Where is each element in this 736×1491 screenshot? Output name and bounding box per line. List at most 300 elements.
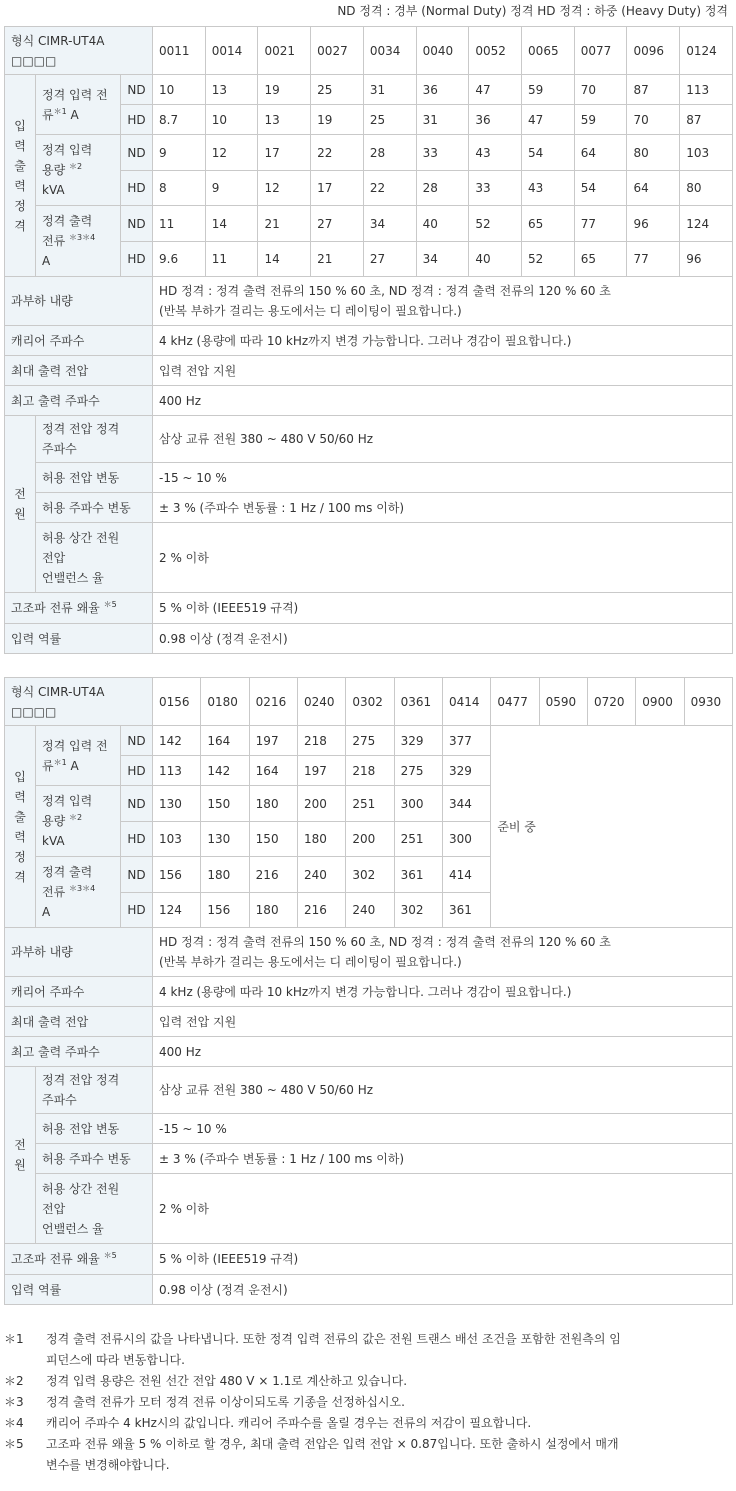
voltage-variation-label [36, 1114, 153, 1144]
text: kVA [42, 834, 65, 848]
text: 언밸런스 율 [42, 1221, 104, 1236]
text: 329 [400, 733, 424, 748]
rating-value [298, 726, 346, 756]
text: 96 [633, 216, 649, 231]
text: 언밸런스 율 [42, 570, 104, 585]
rating-value [311, 242, 364, 277]
footnote-text [46, 1434, 730, 1476]
text: 정격 전압 정격 [42, 422, 120, 436]
rated-voltage-frequency-label [36, 1067, 153, 1114]
text: 0156 [159, 694, 190, 709]
rating-value [442, 893, 490, 928]
rating-value [311, 135, 364, 171]
text: 캐리어 주파수 4 kHz시의 값입니다. 캐리어 주파수를 올릴 경우는 전류의 저감이 필요합니다. [46, 1416, 532, 1430]
max-output-frequency-label [5, 1037, 153, 1067]
footnotes [4, 1329, 730, 1476]
text: 최대 출력 전압 [11, 363, 89, 378]
text: 력 [14, 829, 26, 844]
text: 0180 [207, 694, 238, 709]
rating-value [205, 135, 258, 171]
footnote-mark: ＊1 [4, 1332, 24, 1346]
text: 43 [528, 181, 544, 195]
rating-value [153, 726, 201, 756]
text: 103 [686, 145, 710, 160]
text: 21 [317, 252, 333, 266]
text: 197 [255, 733, 279, 748]
rating-value [258, 135, 311, 171]
rating-value [680, 206, 733, 242]
text: 414 [448, 867, 472, 882]
text: 9 [159, 145, 167, 160]
rating-value [416, 242, 469, 277]
text: ± 3 % (주파수 변동률 : 1 Hz / 100 ms 이하) [159, 500, 405, 515]
text: 8 [159, 181, 167, 195]
io-rating-group-label [5, 726, 36, 928]
text: 164 [207, 733, 231, 748]
duty-label-nd [121, 135, 153, 171]
text: 70 [580, 82, 597, 97]
text: 0021 [264, 43, 295, 58]
max-output-frequency-value [153, 386, 733, 416]
model-code [587, 678, 635, 726]
text: -15 ~ 10 % [159, 470, 227, 485]
max-output-voltage-value [153, 1007, 733, 1037]
rating-value [153, 242, 206, 277]
text: 0065 [528, 43, 559, 58]
text: 302 [400, 903, 424, 917]
text: 허용 상간 전원 [42, 1181, 120, 1196]
rating-value [311, 171, 364, 206]
rating-value [627, 206, 680, 242]
text: 5 % 이하 (IEEE519 규격) [159, 1252, 299, 1266]
harmonic-distortion-value [153, 593, 733, 624]
text: 54 [580, 181, 597, 195]
duty-label-hd [121, 756, 153, 786]
rating-value [680, 171, 733, 206]
rating-value [363, 75, 416, 105]
text: 격 [14, 869, 26, 884]
text: 329 [448, 763, 472, 778]
text: 377 [448, 733, 472, 748]
frequency-variation-label [36, 1144, 153, 1174]
rating-value [258, 75, 311, 105]
footnote-text [46, 1413, 730, 1434]
rating-value [311, 75, 364, 105]
power-group-label [5, 1067, 36, 1244]
duty-label-nd [121, 857, 153, 893]
model-code [469, 27, 522, 75]
model-code [346, 678, 394, 726]
rating-value [153, 756, 201, 786]
rating-value [201, 756, 249, 786]
text: 156 [159, 867, 182, 882]
overload-value [153, 277, 733, 326]
text: 240 [352, 903, 376, 917]
text: 22 [369, 181, 386, 195]
text: 0930 [690, 694, 722, 709]
text: 9.6 [159, 252, 179, 266]
rating-value [469, 75, 522, 105]
rating-value [258, 242, 311, 277]
text: -15 ~ 10 % [159, 1121, 227, 1136]
model-code [442, 678, 490, 726]
text: 54 [528, 145, 544, 160]
rating-value [311, 105, 364, 135]
overload-label [5, 928, 153, 977]
rating-value [680, 75, 733, 105]
power-group-label [5, 416, 36, 593]
row-label-in_current [36, 75, 121, 135]
text: 22 [317, 145, 333, 160]
text: 격 [14, 218, 26, 233]
text: 2 % 이하 [159, 550, 209, 565]
rating-value [346, 786, 394, 822]
rating-value [153, 75, 206, 105]
text: 0414 [448, 694, 480, 709]
rating-value [574, 75, 627, 105]
text: 12 [211, 145, 228, 160]
rating-value [522, 206, 575, 242]
rating-value [258, 105, 311, 135]
rating-value [522, 135, 575, 171]
rating-value [249, 726, 297, 756]
text: 입력 전압 지원 [159, 363, 237, 378]
text: 124 [159, 903, 182, 917]
text: 150 [207, 796, 231, 811]
text: 주파수 [42, 442, 77, 456]
text: 용량 [42, 814, 66, 828]
text: 정격 입력 [42, 143, 93, 157]
model-code [153, 678, 201, 726]
rating-value [205, 105, 258, 135]
text: 59 [580, 112, 597, 127]
rating-value [249, 756, 297, 786]
text: 입 [14, 769, 26, 784]
text: ND [127, 216, 146, 231]
text: 정격 입력 용량은 전원 선간 전압 480 V × 1.1로 계산하고 있습니다. [46, 1374, 408, 1388]
text: 275 [400, 763, 424, 778]
footnote-ref: ＊3＊4 [69, 884, 96, 893]
text: HD [127, 763, 146, 778]
harmonic-distortion-label [5, 593, 153, 624]
text: 전압 [42, 550, 66, 565]
text: 정격 출력 [42, 214, 93, 228]
rating-value [346, 822, 394, 857]
text: 0096 [633, 43, 665, 58]
text: 입력 역률 [11, 631, 62, 646]
footnote-text [46, 1392, 730, 1413]
text: 28 [422, 181, 438, 195]
rating-value [469, 135, 522, 171]
text: 0124 [686, 43, 717, 58]
rating-value [574, 242, 627, 277]
text: 입 [14, 118, 26, 133]
input-power-factor-value [153, 1275, 733, 1305]
footnote-ref: ＊5 [103, 1251, 117, 1260]
voltage-variation-label [36, 463, 153, 493]
row-label-in_capacity [36, 786, 121, 857]
text: 최대 출력 전압 [11, 1014, 89, 1029]
text: 80 [633, 145, 649, 160]
text: ND [127, 867, 146, 882]
model-code [311, 27, 364, 75]
rating-value [153, 135, 206, 171]
rating-value [522, 105, 575, 135]
text: 218 [352, 763, 376, 778]
footnote-item [4, 1329, 730, 1371]
rating-value [522, 242, 575, 277]
model-code [574, 27, 627, 75]
model-code [363, 27, 416, 75]
text: 36 [475, 112, 491, 127]
duty-label-hd [121, 822, 153, 857]
text: 13 [211, 82, 228, 97]
text: 고조파 전류 왜율 [11, 1252, 100, 1266]
overload-label [5, 277, 153, 326]
text: 103 [159, 832, 182, 846]
model-code [249, 678, 297, 726]
text: 14 [264, 252, 280, 266]
text: 0900 [642, 694, 673, 709]
voltage-variation-value [153, 1114, 733, 1144]
rating-value [469, 242, 522, 277]
footnote-mark: ＊3 [4, 1395, 24, 1409]
text: 87 [633, 82, 649, 97]
rating-value [346, 756, 394, 786]
text: HD [127, 181, 146, 195]
text: 0.98 이상 (정격 운전시) [159, 631, 288, 646]
text: 고조파 전류 왜율 5 % 이하로 할 경우, 최대 출력 전압은 입력 전압 × 0.87입니다. 또한 출하시 설정에서 매개 [46, 1437, 619, 1451]
text: 0014 [211, 43, 243, 58]
rating-value [394, 822, 442, 857]
text: ND [127, 733, 146, 748]
footnote-item [4, 1434, 730, 1476]
text: 정 [14, 198, 26, 213]
rating-value [249, 786, 297, 822]
rating-value [153, 171, 206, 206]
text: 64 [580, 145, 597, 160]
text: 64 [633, 181, 649, 195]
text: 용량 [42, 163, 66, 177]
text: 캐리어 주파수 [11, 984, 85, 999]
text: 10 [211, 112, 228, 127]
text: HD [127, 112, 146, 127]
text: 31 [422, 112, 438, 127]
text: 70 [633, 112, 649, 127]
rating-value [627, 242, 680, 277]
model-code [680, 27, 733, 75]
model-code [684, 678, 732, 726]
text: 251 [352, 796, 376, 811]
text: 113 [686, 82, 710, 97]
rating-value [680, 135, 733, 171]
duty-label-nd [121, 206, 153, 242]
rating-value [627, 135, 680, 171]
text: 142 [207, 763, 231, 778]
footnote-ref: ＊2 [69, 162, 83, 171]
text: 197 [304, 763, 327, 778]
text: 344 [448, 796, 472, 811]
max-output-voltage-value [153, 356, 733, 386]
text: 력 [14, 138, 26, 153]
duty-label-hd [121, 171, 153, 206]
text: 원 [14, 507, 26, 521]
rating-value [298, 893, 346, 928]
text: 302 [352, 867, 376, 882]
rating-value [442, 822, 490, 857]
rating-value [522, 171, 575, 206]
text: 정격 입력 전류 [42, 87, 108, 122]
rating-value [201, 786, 249, 822]
text: 출 [14, 809, 26, 824]
model-code [298, 678, 346, 726]
text: 65 [528, 216, 544, 231]
duty-label-nd [121, 786, 153, 822]
text: 130 [159, 796, 182, 811]
duty-legend-note: ND 정격 : 경부 (Normal Duty) 정격 HD 정격 : 하중 (Heavy Duty) 정격 [337, 4, 728, 18]
text: 10 [159, 82, 175, 97]
text: 삼상 교류 전원 380 ~ 480 V 50/60 Hz [159, 432, 374, 446]
rating-value [627, 75, 680, 105]
carrier-frequency-label [5, 977, 153, 1007]
text: 65 [580, 252, 597, 266]
rating-value [416, 135, 469, 171]
rating-value [442, 756, 490, 786]
text: 전 [14, 1138, 26, 1152]
text: 허용 주파수 변동 [42, 500, 131, 515]
text: 180 [255, 796, 279, 811]
footnote-item [4, 1392, 730, 1413]
text: 형식 CIMR-UT4A [11, 33, 105, 48]
text: 4 kHz (용량에 따라 10 kHz까지 변경 가능합니다. 그러나 경감이 필요합니다.) [159, 333, 572, 348]
rating-value [394, 756, 442, 786]
text: 0027 [317, 43, 348, 58]
spec-table-1 [4, 677, 733, 1305]
rating-value [258, 206, 311, 242]
text: 33 [475, 181, 491, 195]
text: kVA [42, 183, 65, 197]
rating-value [205, 171, 258, 206]
text: 정격 출력 [42, 865, 93, 879]
text: 164 [255, 763, 279, 778]
text: 전류 [42, 885, 66, 899]
text: 33 [422, 145, 438, 160]
text: 34 [422, 252, 438, 266]
rated-voltage-frequency-value [153, 416, 733, 463]
rated-voltage-frequency-label [36, 416, 153, 463]
text: HD [127, 832, 146, 846]
text: HD 정격 : 정격 출력 전류의 150 % 60 초, ND 정격 : 정격 출력 전류의 120 % 60 초 [159, 284, 611, 298]
text: 52 [475, 216, 491, 231]
rating-value [469, 206, 522, 242]
rating-value [153, 857, 201, 893]
text: 400 Hz [159, 393, 202, 408]
rating-value [201, 893, 249, 928]
model-code [416, 27, 469, 75]
input-power-factor-label [5, 1275, 153, 1305]
text: 11 [159, 216, 175, 231]
frequency-variation-value [153, 1144, 733, 1174]
rating-value [574, 135, 627, 171]
rating-value [416, 105, 469, 135]
model-code [258, 27, 311, 75]
text: 156 [207, 903, 231, 917]
duty-label-hd [121, 105, 153, 135]
rating-value [153, 786, 201, 822]
rating-value [153, 206, 206, 242]
rating-value [249, 822, 297, 857]
footnote-mark: ＊5 [4, 1437, 24, 1451]
text: 0052 [475, 43, 506, 58]
text: 과부하 내량 [11, 945, 73, 959]
text: 142 [159, 733, 182, 748]
rating-value [205, 75, 258, 105]
model-code [636, 678, 684, 726]
text: 전류 [42, 234, 66, 248]
text: □□□□ [11, 704, 57, 719]
rating-value [298, 822, 346, 857]
input-power-factor-label [5, 624, 153, 654]
text: 14 [211, 216, 228, 231]
text: 전 [14, 487, 26, 501]
rating-value [201, 857, 249, 893]
max-output-frequency-label [5, 386, 153, 416]
rating-value [627, 171, 680, 206]
text: 40 [422, 216, 438, 231]
text: 전압 [42, 1201, 66, 1216]
rating-value [469, 171, 522, 206]
text: 0477 [497, 694, 528, 709]
text: 361 [448, 903, 472, 917]
text: HD [127, 903, 146, 917]
carrier-frequency-label [5, 326, 153, 356]
text: 12 [264, 181, 280, 195]
text: 27 [369, 252, 386, 266]
text: 361 [400, 867, 424, 882]
input-power-factor-value [153, 624, 733, 654]
voltage-imbalance-value [153, 523, 733, 593]
text: 11 [211, 252, 228, 266]
rating-value [574, 206, 627, 242]
text: ND [127, 796, 146, 811]
text: 34 [369, 216, 386, 231]
text: 47 [528, 112, 544, 127]
text: 216 [304, 903, 327, 917]
rating-value [680, 242, 733, 277]
text: 입력 역률 [11, 1282, 62, 1297]
carrier-frequency-value [153, 326, 733, 356]
footnote-ref: ＊5 [103, 600, 117, 609]
text: 허용 주파수 변동 [42, 1151, 131, 1166]
rating-value [442, 857, 490, 893]
text: 240 [304, 867, 327, 882]
overload-value [153, 928, 733, 977]
text: 고조파 전류 왜율 [11, 601, 100, 615]
text: 40 [475, 252, 491, 266]
rating-value [258, 171, 311, 206]
text: 정격 입력 전류 [42, 738, 108, 773]
text: ND [127, 145, 146, 160]
text: 80 [686, 181, 702, 195]
max-output-frequency-value [153, 1037, 733, 1067]
frequency-variation-value [153, 493, 733, 523]
text: 21 [264, 216, 280, 231]
rating-value [205, 242, 258, 277]
text: 허용 상간 전원 [42, 530, 120, 545]
rating-value [442, 786, 490, 822]
rating-value [416, 206, 469, 242]
text: 8.7 [159, 112, 179, 127]
